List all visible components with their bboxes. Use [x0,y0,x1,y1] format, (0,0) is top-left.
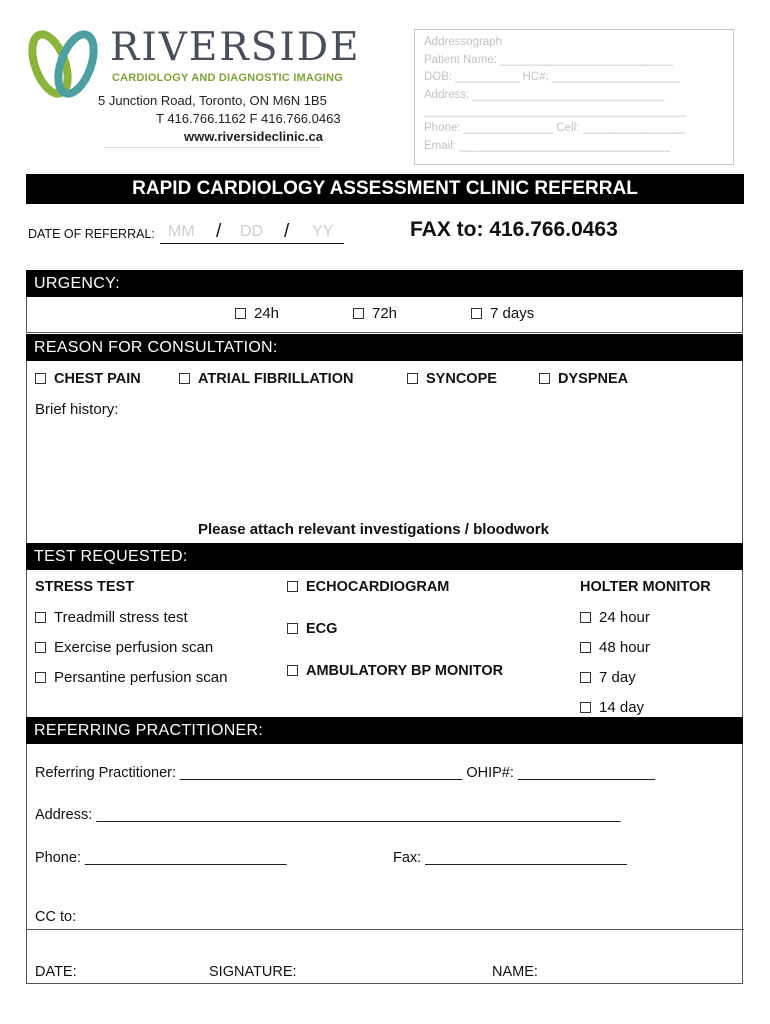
checkbox-icon[interactable] [471,308,482,319]
reason-chest-pain-option[interactable]: CHEST PAIN [35,371,141,387]
clinic-subtitle: CARDIOLOGY AND DIAGNOSTIC IMAGING [112,72,343,84]
fax-to: FAX to: 416.766.0463 [410,218,618,241]
urgency-section [26,270,743,333]
practitioner-section [26,717,743,984]
brief-history-label: Brief history: [35,401,119,418]
practitioner-heading: REFERRING PRACTITIONER: [26,717,743,744]
signature-label[interactable]: SIGNATURE: [209,964,297,980]
signature-divider [27,929,744,930]
date-of-referral-field[interactable] [160,221,344,244]
patient-address-field[interactable]: Address: ______________________________ [424,89,665,101]
dob-hc-field[interactable]: DOB: __________ HC#: ____________________ [424,71,680,83]
referring-practitioner-field[interactable]: Referring Practitioner: ___________________________________ OHIP#: _________________ [35,765,655,781]
cc-to-label[interactable]: CC to: [35,909,77,925]
practitioner-address-field[interactable]: Address: _________________________________________________________________ [35,807,621,823]
form-title: RAPID CARDIOLOGY ASSESSMENT CLINIC REFERRAL [26,174,744,204]
reason-atrial-fibrillation-option[interactable]: ATRIAL FIBRILLATION [179,371,353,387]
holter-7-day-option[interactable]: 7 day [580,669,636,686]
checkbox-icon[interactable] [35,612,46,623]
checkbox-icon[interactable] [580,672,591,683]
date-of-referral-label: DATE OF REFERRAL: [28,227,155,241]
practitioner-fax-field[interactable]: Fax: _________________________ [393,850,627,866]
reason-section [26,334,743,544]
clinic-phone-fax: T 416.766.1162 F 416.766.0463 [156,111,341,126]
urgency-72h-option[interactable]: 72h [353,305,397,322]
reason-syncope-option[interactable]: SYNCOPE [407,371,497,387]
email-field[interactable]: Email: _________________________________ [424,140,671,152]
checkbox-icon[interactable] [35,642,46,653]
patient-name-field[interactable]: Patient Name: ___________________________ [424,54,673,66]
holter-monitor-title: HOLTER MONITOR [580,579,711,595]
echocardiogram-option[interactable]: ECHOCARDIOGRAM [287,579,449,595]
date-dd-placeholder: DD [240,223,264,240]
urgency-7days-option[interactable]: 7 days [471,305,534,322]
reason-heading: REASON FOR CONSULTATION: [26,334,743,361]
date-separator: / [284,221,290,242]
tests-section [26,543,743,718]
holter-48-hour-option[interactable]: 48 hour [580,639,650,656]
exercise-perfusion-scan-option[interactable]: Exercise perfusion scan [35,639,213,656]
persantine-perfusion-scan-option[interactable]: Persantine perfusion scan [35,669,227,686]
treadmill-stress-test-option[interactable]: Treadmill stress test [35,609,188,626]
checkbox-icon[interactable] [235,308,246,319]
holter-14-day-option[interactable]: 14 day [580,699,644,716]
patient-address-cont-field[interactable]: _________________________________________ [424,105,687,117]
urgency-24h-option[interactable]: 24h [235,305,279,322]
stress-test-title: STRESS TEST [35,579,135,595]
checkbox-icon[interactable] [353,308,364,319]
brief-history-field[interactable] [35,421,735,521]
checkbox-icon[interactable] [287,623,298,634]
date-separator: / [216,221,222,242]
clinic-name: RIVERSIDE [110,25,361,70]
phone-cell-field[interactable]: Phone: ______________ Cell: ________________ [424,122,685,134]
date-yy-placeholder: YY [312,223,334,240]
holter-24-hour-option[interactable]: 24 hour [580,609,650,626]
checkbox-icon[interactable] [35,672,46,683]
checkbox-icon[interactable] [407,373,418,384]
checkbox-icon[interactable] [580,642,591,653]
clinic-address: 5 Junction Road, Toronto, ON M6N 1B5 [98,93,327,108]
practitioner-phone-field[interactable]: Phone: _________________________ [35,850,287,866]
checkbox-icon[interactable] [539,373,550,384]
checkbox-icon[interactable] [179,373,190,384]
checkbox-icon[interactable] [580,612,591,623]
addressograph-title: Addressograph [424,36,502,48]
ambulatory-bp-monitor-option[interactable]: AMBULATORY BP MONITOR [287,663,503,679]
addressograph-box[interactable] [414,29,734,165]
checkbox-icon[interactable] [35,373,46,384]
tests-heading: TEST REQUESTED: [26,543,743,570]
header-rule [104,147,320,148]
date-label[interactable]: DATE: [35,964,77,980]
riverside-logo-icon [26,28,100,100]
date-mm-placeholder: MM [168,223,195,240]
checkbox-icon[interactable] [580,702,591,713]
reason-dyspnea-option[interactable]: DYSPNEA [539,371,628,387]
attach-note: Please attach relevant investigations / bloodwork [198,521,549,538]
urgency-heading: URGENCY: [26,270,743,297]
checkbox-icon[interactable] [287,665,298,676]
ecg-option[interactable]: ECG [287,621,337,637]
name-label[interactable]: NAME: [492,964,538,980]
checkbox-icon[interactable] [287,581,298,592]
clinic-website: www.riversideclinic.ca [184,129,323,144]
